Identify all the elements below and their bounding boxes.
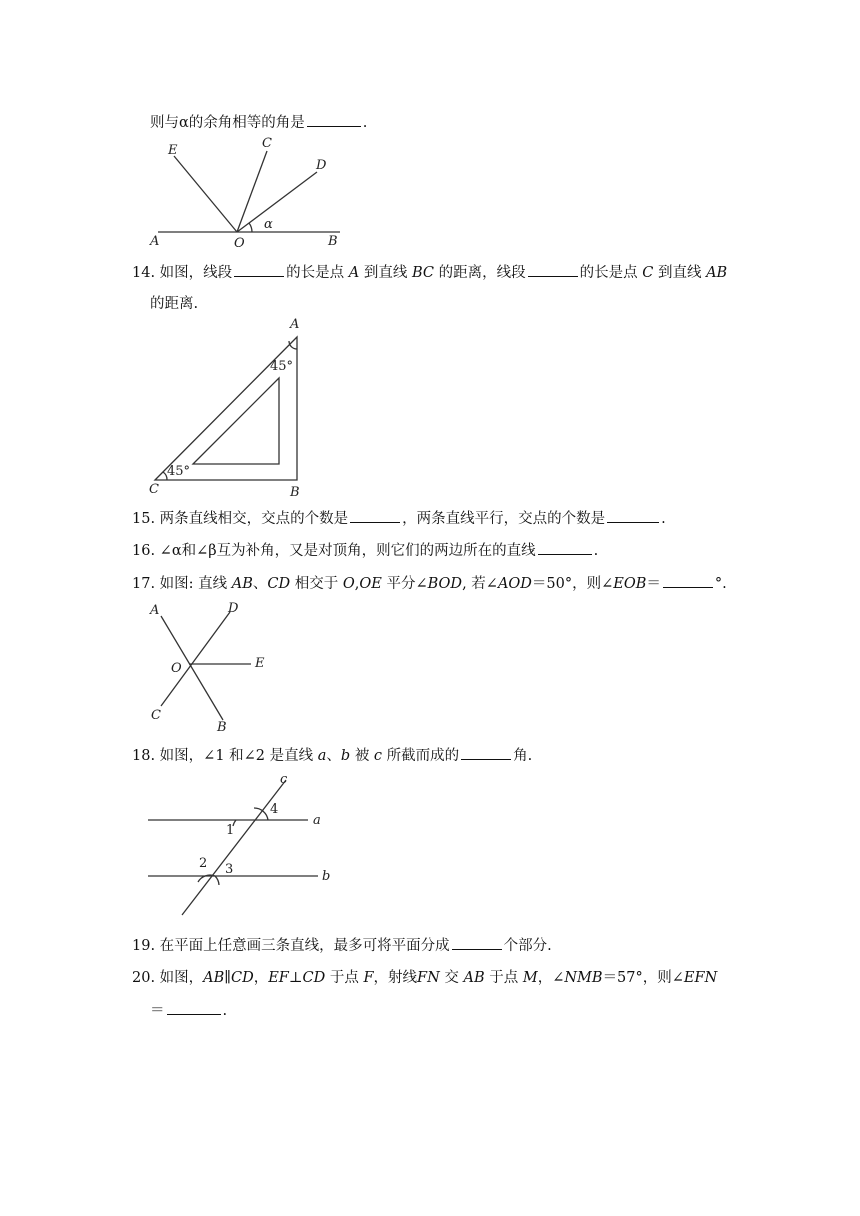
- label-C: C: [262, 136, 272, 151]
- label-3: 3: [225, 862, 234, 877]
- label-1: 1: [226, 823, 235, 838]
- label-C: C: [151, 708, 161, 723]
- label-c: c: [280, 772, 288, 787]
- label-b: b: [322, 869, 331, 884]
- question-16: 16. ∠α和∠β互为补角，又是对顶角，则它们的两边所在的直线 .: [132, 540, 598, 561]
- label-O: O: [171, 661, 182, 676]
- label-D: D: [316, 158, 327, 173]
- answer-blank-2[interactable]: [528, 262, 578, 277]
- label-C: C: [149, 482, 159, 497]
- label-O: O: [234, 236, 245, 251]
- label-a: a: [313, 813, 321, 828]
- label-A: A: [150, 234, 160, 249]
- answer-blank[interactable]: [307, 112, 361, 127]
- answer-blank[interactable]: [167, 1000, 221, 1015]
- label-45-C: 45°: [167, 464, 191, 479]
- answer-blank-1[interactable]: [234, 262, 284, 277]
- question-15: 15. 两条直线相交，交点的个数是 ，两条直线平行，交点的个数是 .: [132, 508, 666, 529]
- answer-blank[interactable]: [538, 540, 592, 555]
- figure-17-intersecting-lines: [145, 598, 275, 733]
- answer-blank[interactable]: [663, 573, 713, 588]
- label-4: 4: [270, 802, 279, 817]
- label-B: B: [328, 234, 338, 249]
- label-A: A: [150, 603, 160, 618]
- answer-blank-2[interactable]: [607, 508, 659, 523]
- question-18: 18. 如图，∠1 和∠2 是直线 a、b 被 c 所截而成的 角.: [132, 745, 532, 766]
- figure-14-triangle-ruler: [145, 315, 315, 500]
- label-E: E: [255, 656, 265, 671]
- question-20-line2: ＝ .: [150, 1000, 227, 1021]
- question-14: 14. 如图，线段 的长是点 A 到直线 BC 的距离，线段 的长是点 C 到直线 AB: [132, 262, 727, 283]
- label-2: 2: [199, 856, 208, 871]
- question-17: 17. 如图: 直线 AB、CD 相交于 O,OE 平分∠BOD, 若∠AOD＝50°，则∠EOB＝ °.: [132, 573, 727, 594]
- label-B: B: [217, 720, 227, 735]
- question-20: 20. 如图，AB∥CD，EF⊥CD 于点 F，射线FN 交 AB 于点 M，∠NMB＝57°，则∠EFN: [132, 970, 718, 986]
- question-19: 19. 在平面上任意画三条直线，最多可将平面分成 个部分.: [132, 935, 552, 956]
- question-13-tail: 则与α的余角相等的角是 .: [150, 112, 367, 133]
- label-45-A: 45°: [270, 359, 294, 374]
- figure-13-angles: [140, 132, 350, 252]
- label-D: D: [228, 601, 239, 616]
- label-E: E: [168, 143, 178, 158]
- answer-blank-1[interactable]: [350, 508, 400, 523]
- question-14-line2: 的距离.: [150, 296, 199, 312]
- answer-blank[interactable]: [452, 935, 502, 950]
- answer-blank[interactable]: [461, 745, 511, 760]
- label-B: B: [290, 485, 300, 500]
- figure-18-transversal: [140, 770, 340, 920]
- label-alpha: α: [264, 217, 273, 232]
- label-A: A: [290, 317, 300, 332]
